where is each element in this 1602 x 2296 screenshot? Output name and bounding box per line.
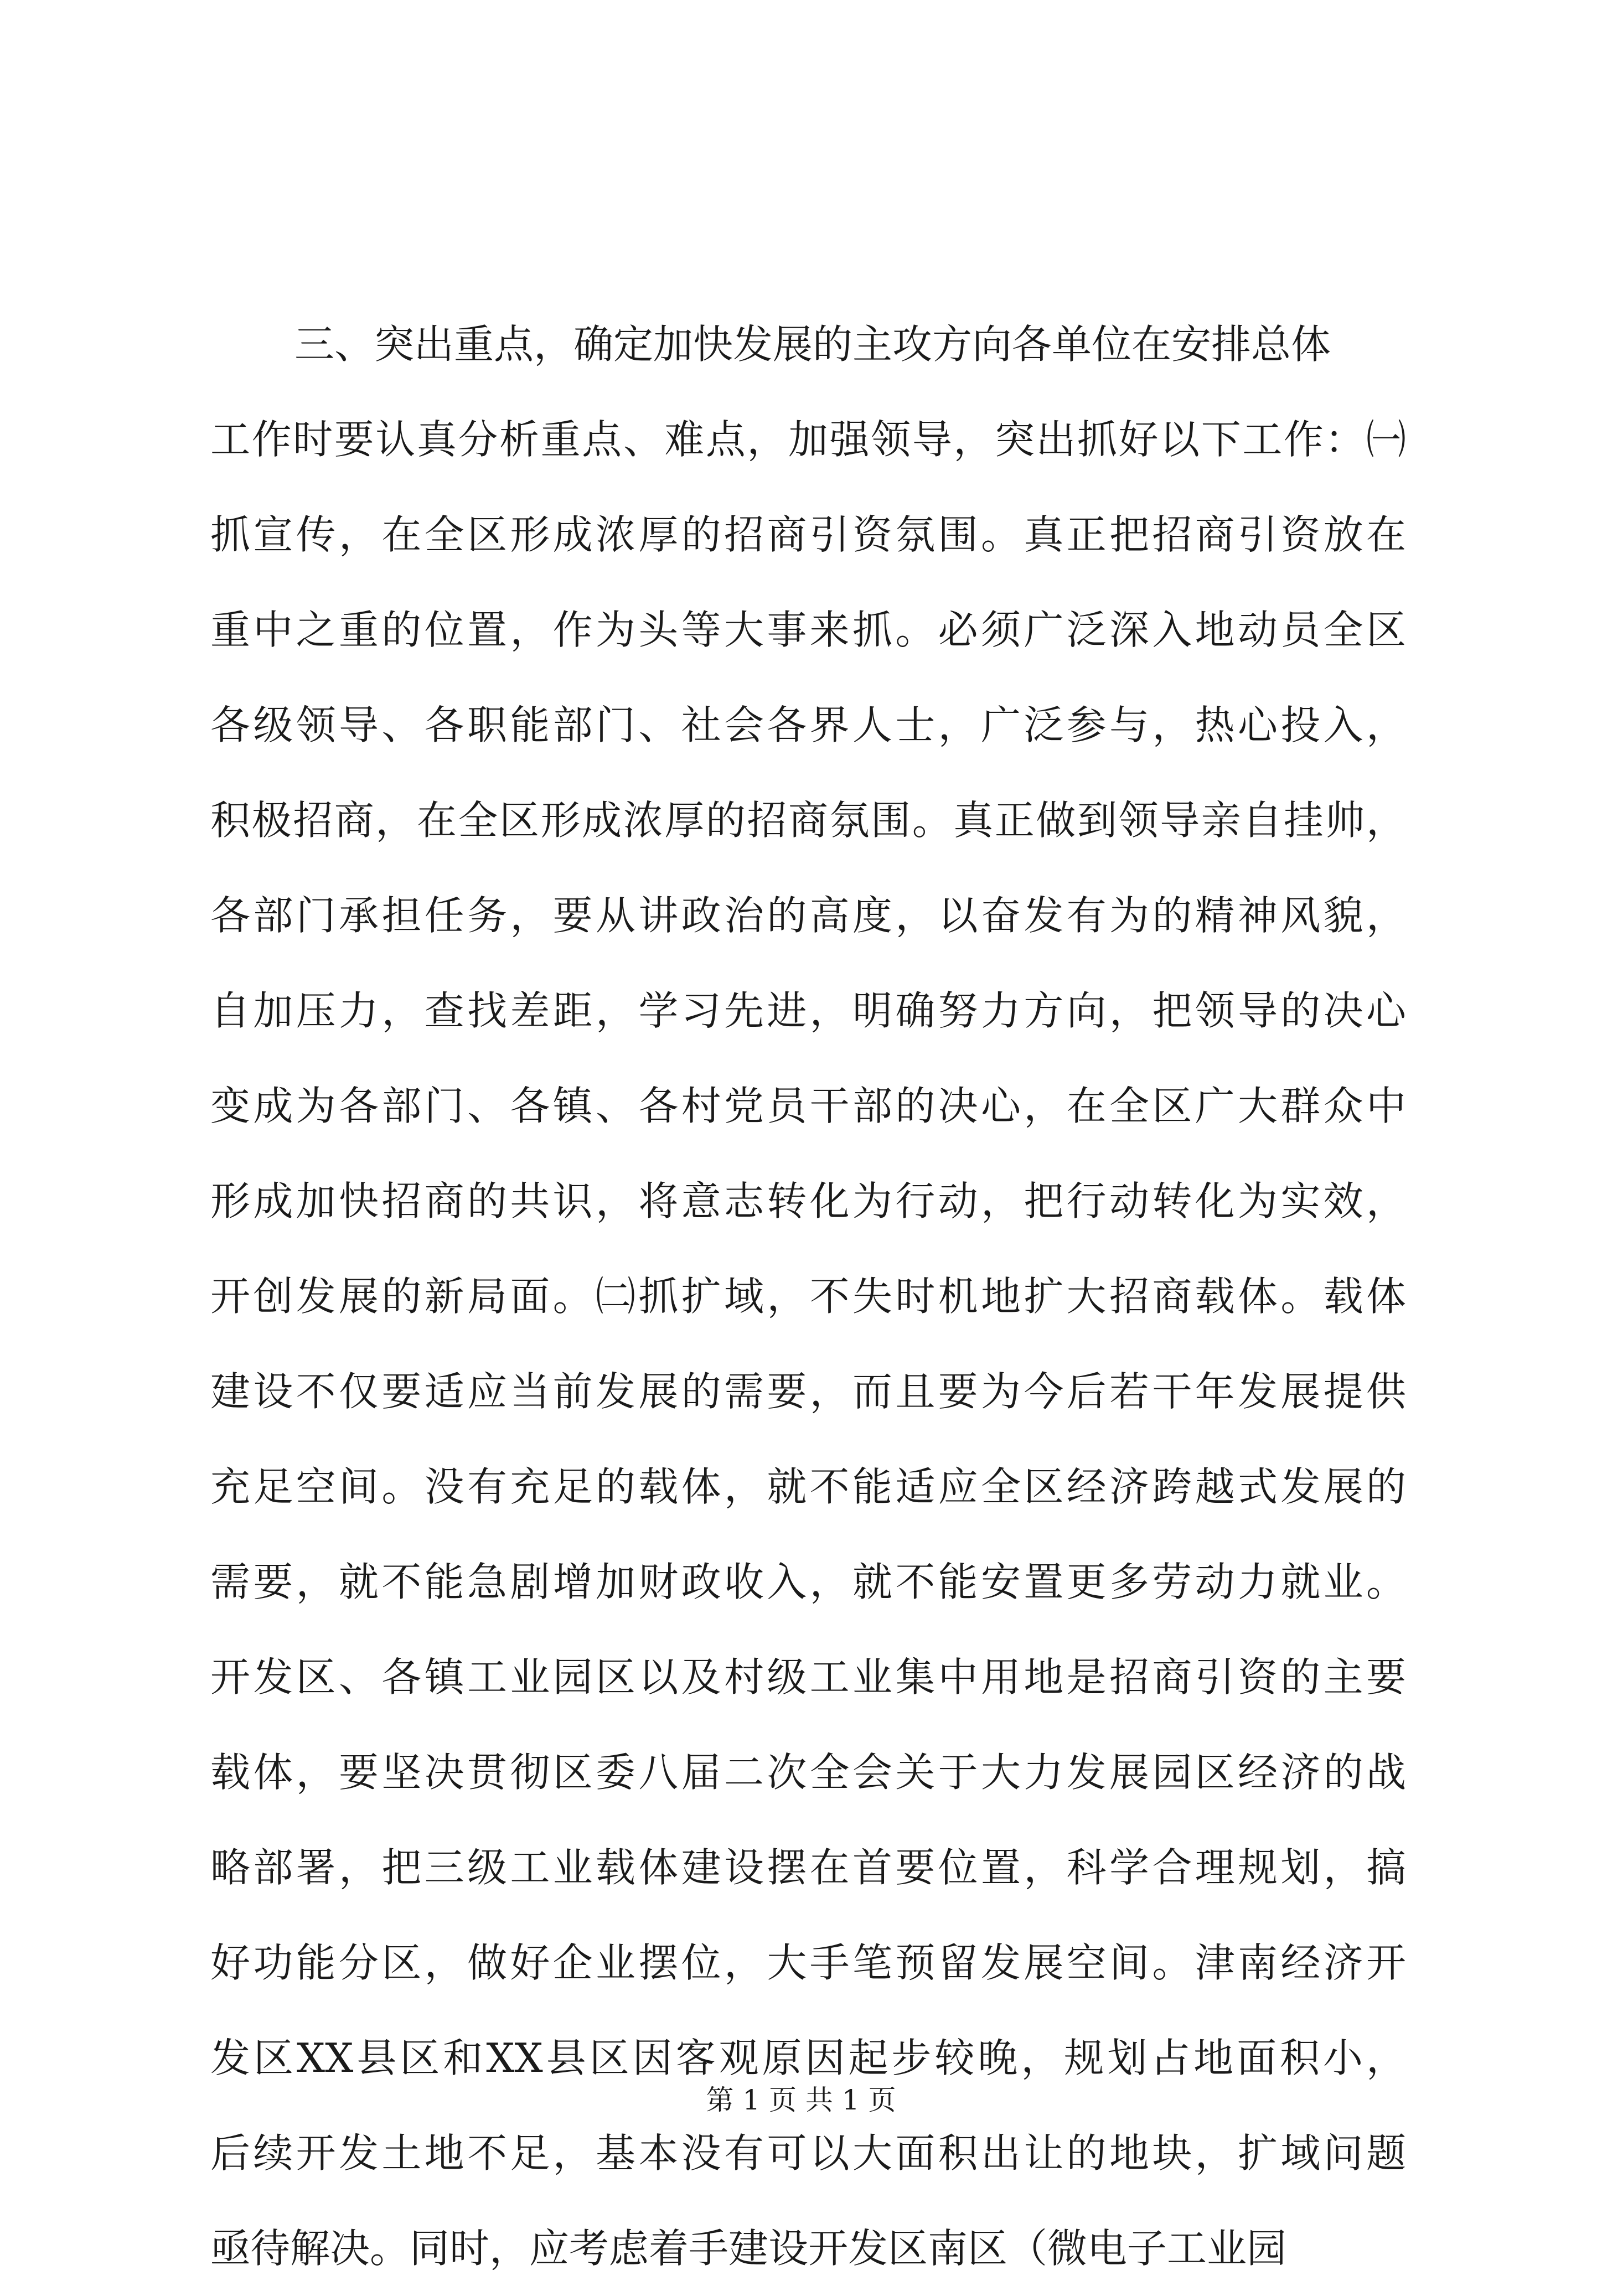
text-line: 变成为各部门、各镇、各村党员干部的决心，在全区广大群众中: [210, 1083, 1406, 1129]
text-line: 载体，要坚决贯彻区委八届二次全会关于大力发展园区经济的战: [210, 1749, 1406, 1796]
text-line: 略部署，把三级工业载体建设摆在首要位置，科学合理规划，搞: [210, 1844, 1406, 1891]
text-line: 形成加快招商的共识，将意志转化为行动，把行动转化为实效，: [210, 1178, 1406, 1224]
text-line: 建设不仅要适应当前发展的需要，而且要为今后若干年发展提供: [210, 1368, 1406, 1415]
text-line: 抓宣传，在全区形成浓厚的招商引资氛围。真正把招商引资放在: [210, 511, 1406, 558]
page-number-label: 第 1 页 共 1 页: [706, 2084, 896, 2116]
text-line: 需要，就不能急剧增加财政收入，就不能安置更多劳动力就业。: [210, 1559, 1406, 1605]
text-line: 开发区、各镇工业园区以及村级工业集中用地是招商引资的主要: [210, 1654, 1406, 1700]
text-line: 开创发展的新局面。㈡抓扩域，不失时机地扩大招商载体。载体: [210, 1273, 1406, 1320]
text-line: 亟待解决。同时，应考虑着手建设开发区南区（微电子工业园: [210, 2225, 1287, 2272]
text-line: 各级领导、各职能部门、社会各界人士，广泛参与，热心投入，: [210, 702, 1406, 748]
text-line: 自加压力，查找差距，学习先进，明确努力方向，把领导的决心: [210, 987, 1406, 1034]
text-line: 发区XX县区和XX县区因客观原因起步较晚，规划占地面积小，: [210, 2035, 1406, 2081]
body-paragraph: [210, 297, 1406, 2296]
text-line: 积极招商，在全区形成浓厚的招商氛围。真正做到领导亲自挂帅，: [210, 797, 1406, 844]
text-line: 三、突出重点，确定加快发展的主攻方向各单位在安排总体: [294, 321, 1331, 368]
text-line: 充足空间。没有充足的载体，就不能适应全区经济跨越式发展的: [210, 1464, 1406, 1510]
text-line: 好功能分区，做好企业摆位，大手笔预留发展空间。津南经济开: [210, 1940, 1406, 1986]
page-footer: [0, 2083, 1602, 2117]
text-line: 后续开发土地不足，基本没有可以大面积出让的地块，扩域问题: [210, 2130, 1406, 2176]
text-line: 各部门承担任务，要从讲政治的高度，以奋发有为的精神风貌，: [210, 892, 1406, 939]
text-line: 工作时要认真分析重点、难点，加强领导，突出抓好以下工作：㈠: [210, 416, 1406, 463]
text-line: 重中之重的位置，作为头等大事来抓。必须广泛深入地动员全区: [210, 607, 1406, 653]
